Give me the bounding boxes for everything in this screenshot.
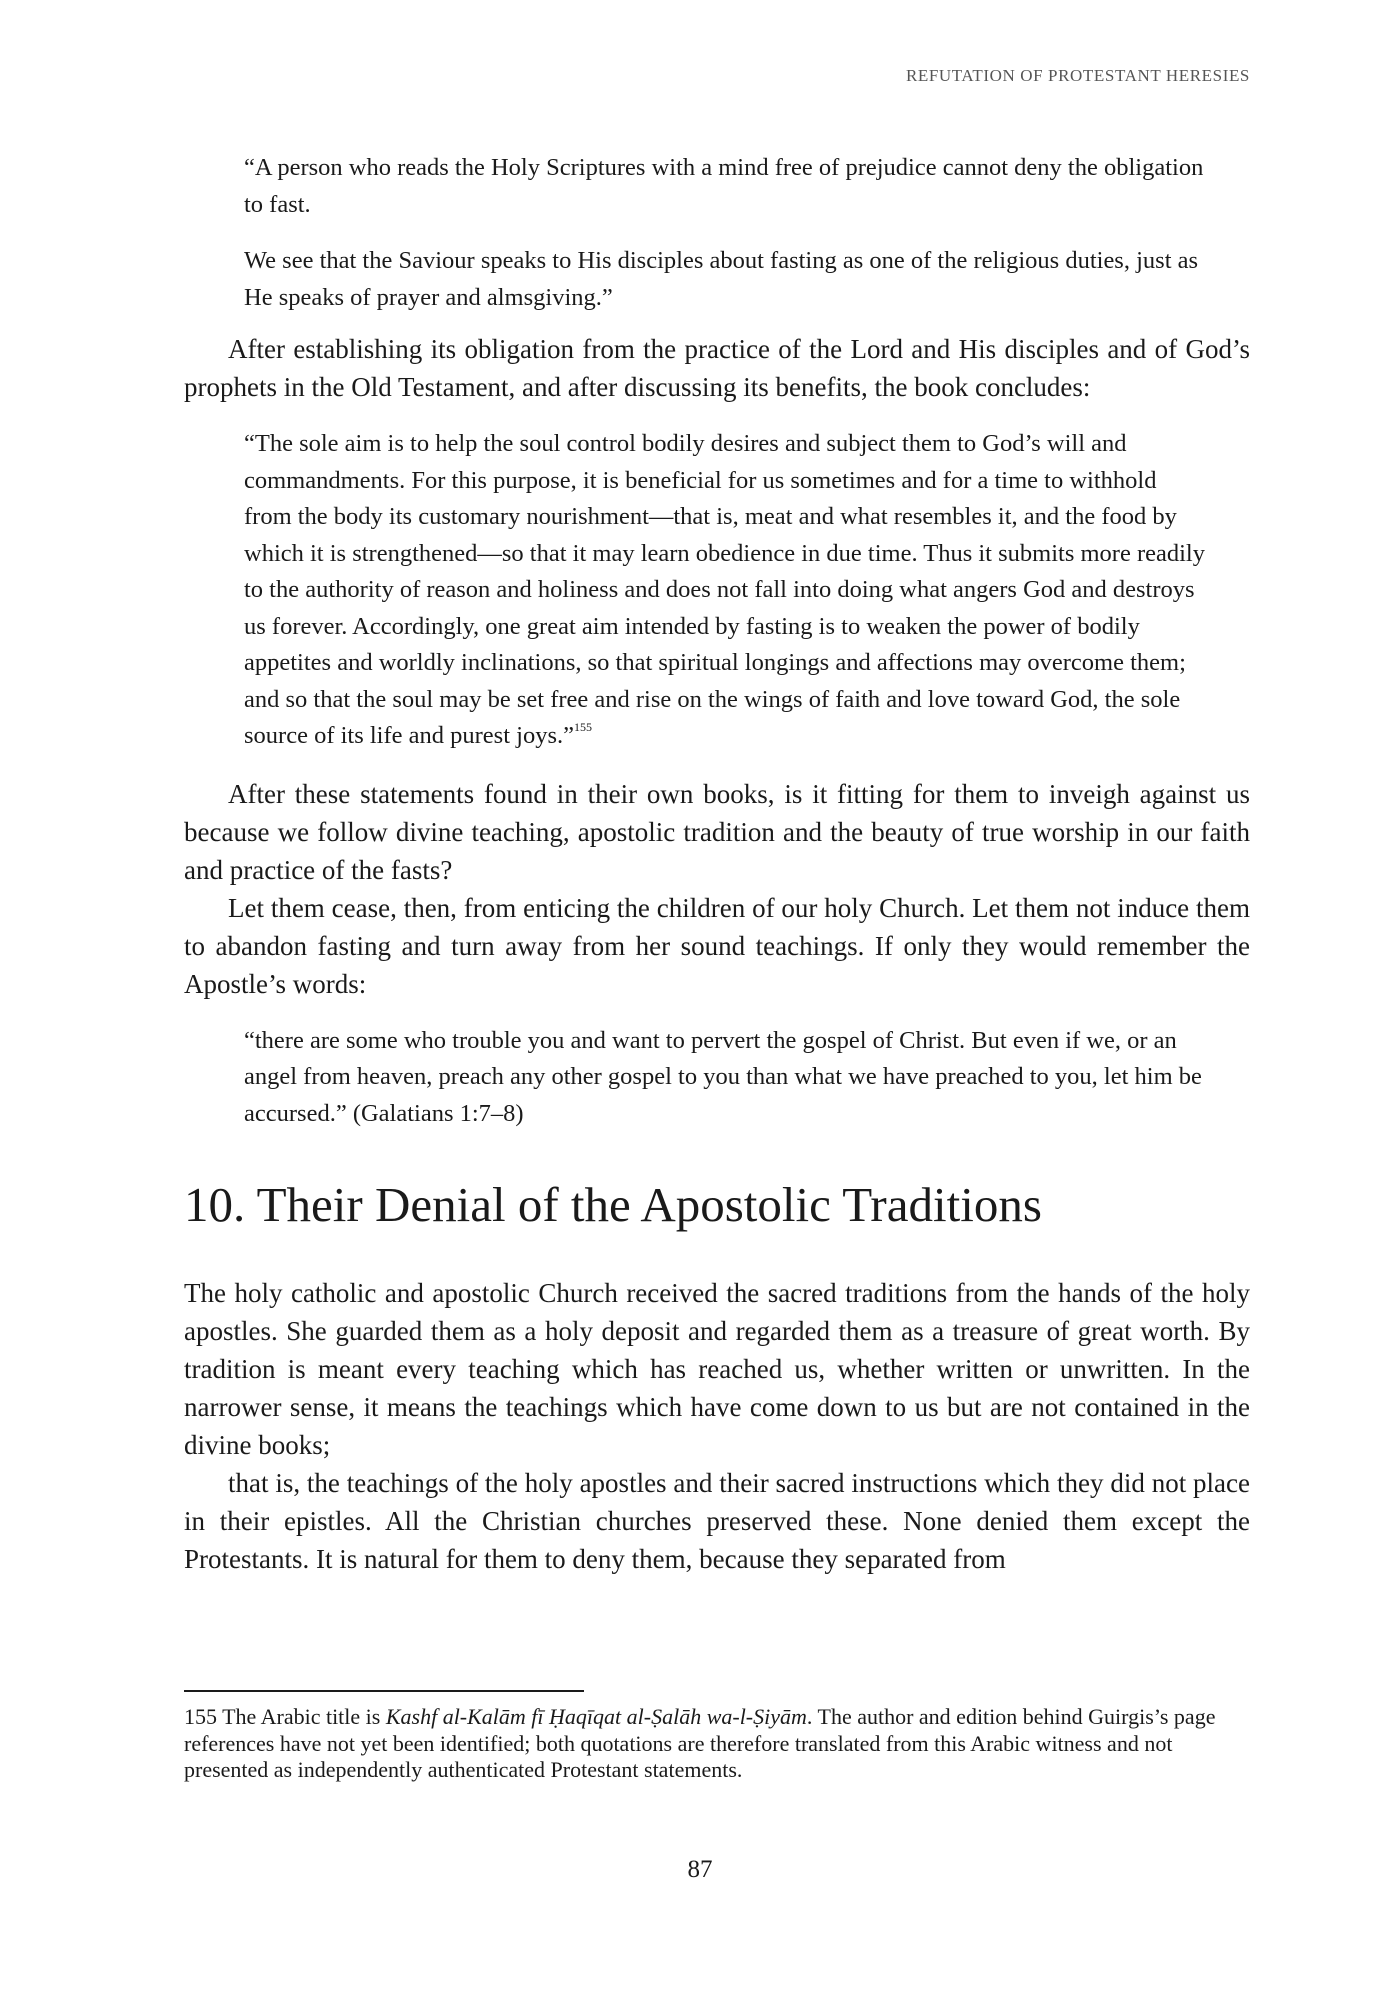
paragraph-inveigh: After these statements found in their own books, is it fitting for them to inveigh against us because we follow divine teaching, apostolic tradition and the beauty of true worship in our faith and practice of the fasts? [184,778,1250,885]
footnote-reference[interactable]: 155 [573,720,592,734]
page-number: 87 [687,1856,713,1883]
footnote [184,1704,1250,1784]
paragraph-obligation: After establishing its obligation from the practice of the Lord and His disciples and of God’s prophets in the Old Testament, and after discussing its benefits, the book concludes: [184,334,1250,402]
footnote-divider [184,1690,584,1692]
quote-sole-aim-text: “The sole aim is to help the soul control bodily desires and subject them to God’s will and commandments. For this purpose, it is beneficial for us sometimes and for a time to withhold from the body its customary nourishment—that is, meat and what resembles it, and the food by which it is strengthened—so that it may learn obedience in due time. Thus it submits more readily to the authority of reason and holiness and does not fall into doing what angers God and destroys us forever. Accordingly, one great aim intended by fasting is to weaken the power of bodily appetites and worldly inclinations, so that spiritual longings and affections may overcome them; and so that the soul may be set free and rise on the wings of faith and love toward God, the sole source of its life and purest joys.” [244,430,1205,749]
footnote-text-end: . The author and edition behind Guirgis’s page references have not yet been identified; both quotations are therefore translated from this Arabic witness and not presented as independently authenticated Protestant statements. [184,1704,1216,1782]
block-quote-galatians: “there are some who trouble you and want to pervert the gospel of Christ. But even if we, or an angel from heaven, preach any other gospel to you than what we have preached to you, let him be accursed.” (Galatians 1:7–8) [244,1026,1202,1127]
block-quote-sole-aim [244,426,1210,755]
footnote-text-start: The Arabic title is [222,1704,381,1729]
running-head: REFUTATION OF PROTESTANT HERESIES [905,66,1250,85]
block-quote-2: We see that the Saviour speaks to His disciples about fasting as one of the religious duties, just as He speaks of prayer and almsgiving.” [244,247,1199,311]
body-text [184,150,1250,1578]
block-quote-1: “A person who reads the Holy Scriptures with a mind free of prejudice cannot deny the obligation to fast. [244,154,1204,218]
paragraph-cease: Let them cease, then, from enticing the children of our holy Church. Let them not induce them to abandon fasting and turn away from her sound teachings. If only they would remember the Apostle’s words: [184,892,1250,999]
footnote-number: 155 [184,1704,217,1729]
paragraph-apostles-teachings: that is, the teachings of the holy apostles and their sacred instructions which they did not place in their epistles. All the Christian churches preserved these. None denied them except the Protestants. It is natural for them to deny them, because they separated from [184,1468,1250,1574]
footnote-arabic-title: Kashf al-Kalām fī Ḥaqīqat al-Ṣalāh wa-l-Ṣiyām [385,1704,807,1729]
section-heading: 10. Their Denial of the Apostolic Traditions [184,1177,1042,1232]
paragraph-traditions: The holy catholic and apostolic Church received the sacred traditions from the hands of the holy apostles. She guarded them as a holy deposit and regarded them as a treasure of great worth. By tradition is meant every teaching which has reached us, whether written or unwritten. In the narrower sense, it means the teachings which have come down to us but are not contained in the divine books; [184,1278,1250,1460]
